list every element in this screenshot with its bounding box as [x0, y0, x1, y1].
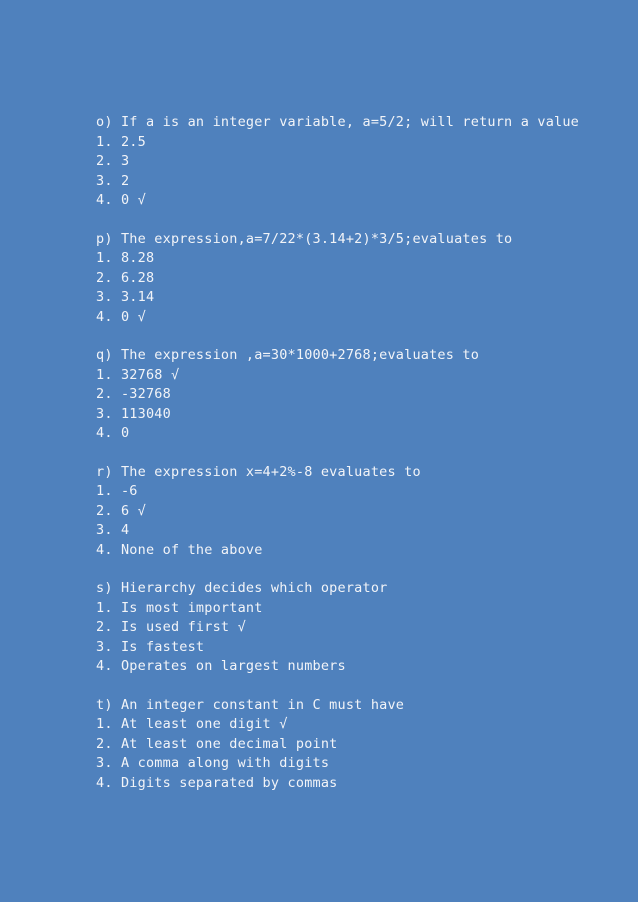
option-1: 1. 32768 √: [96, 366, 180, 383]
question-text: o) If a is an integer variable, a=5/2; will return a value: [96, 114, 580, 130]
question-text: s) Hierarchy decides which operator: [96, 580, 388, 596]
question-q: [96, 346, 616, 444]
question-o: [96, 113, 616, 211]
option-1: 1. Is most important: [96, 599, 263, 616]
option-2: 2. At least one decimal point: [96, 735, 338, 752]
option-3: 3. Is fastest: [96, 638, 205, 655]
option-3: 3. 113040: [96, 405, 171, 422]
option-2: 2. 6.28: [96, 269, 155, 286]
option-1: 1. 2.5: [96, 133, 146, 150]
option-2: 2. Is used first √: [96, 619, 246, 635]
option-1: 1. -6: [96, 483, 138, 499]
option-3: 3. 3.14: [96, 289, 155, 305]
question-s: [96, 579, 616, 677]
question-text: r) The expression x=4+2%-8 evaluates to: [96, 463, 421, 480]
option-3: 3. 2: [96, 172, 130, 189]
option-2: 2. 6 √: [96, 502, 146, 519]
option-4: 4. Digits separated by commas: [96, 774, 338, 791]
option-4: 4. 0 √: [96, 192, 146, 208]
question-p: [96, 230, 616, 328]
option-2: 2. -32768: [96, 386, 171, 402]
question-t: [96, 696, 616, 794]
question-text: t) An integer constant in C must have: [96, 696, 405, 713]
option-1: 1. At least one digit √: [96, 716, 288, 732]
question-text: p) The expression,a=7/22*(3.14+2)*3/5;evaluates to: [96, 230, 513, 247]
option-1: 1. 8.28: [96, 250, 155, 266]
option-2: 2. 3: [96, 153, 130, 169]
option-4: 4. None of the above: [96, 541, 263, 558]
question-r: [96, 463, 616, 561]
option-4: 4. 0: [96, 425, 130, 441]
option-4: 4. Operates on largest numbers: [96, 658, 346, 674]
option-3: 3. 4: [96, 522, 130, 538]
option-4: 4. 0 √: [96, 308, 146, 325]
document-page: [96, 113, 616, 812]
option-3: 3. A comma along with digits: [96, 755, 330, 771]
question-text: q) The expression ,a=30*1000+2768;evaluates to: [96, 347, 480, 363]
